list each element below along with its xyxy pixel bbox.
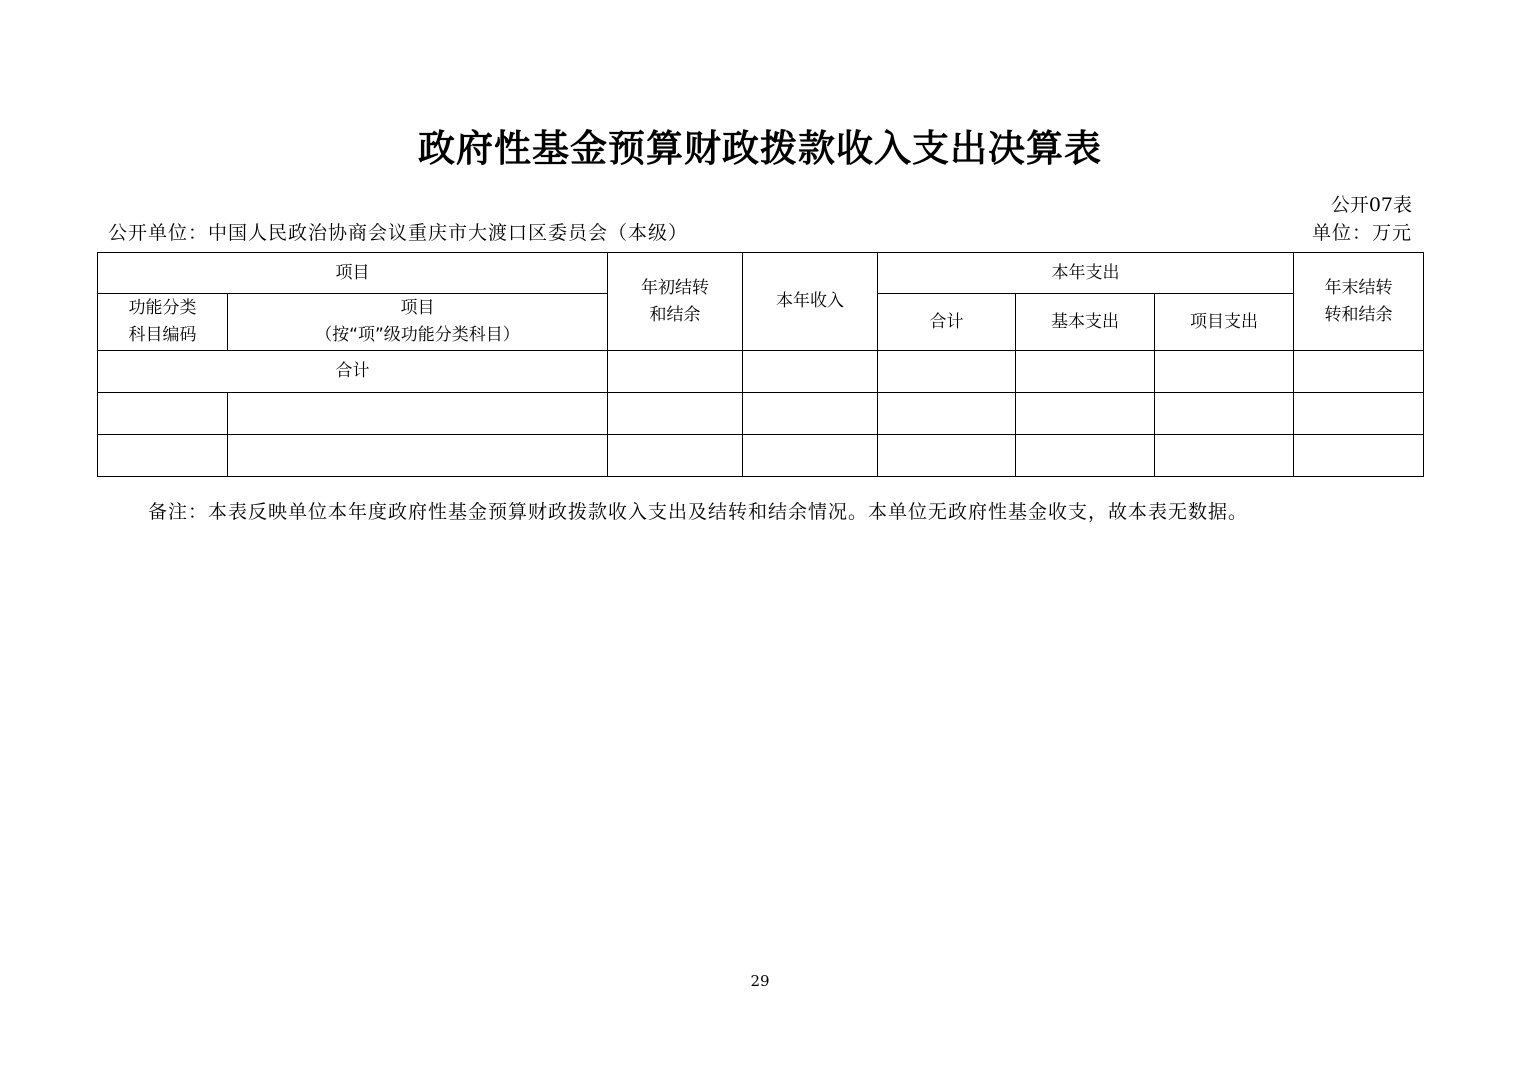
table-cell (743, 435, 878, 477)
header-closing-balance-line-1: 年末结转 (1324, 277, 1393, 298)
table-cell (98, 393, 228, 435)
header-row-1 (98, 253, 1424, 294)
page-number: 29 (750, 972, 770, 990)
table-cell (1155, 393, 1294, 435)
table-row (98, 435, 1424, 477)
header-opening-balance (608, 253, 743, 351)
header-function-code-line-2: 科目编码 (128, 325, 197, 345)
table-cell (878, 351, 1016, 393)
table-cell (228, 435, 608, 477)
table-cell (1016, 393, 1155, 435)
total-row (98, 351, 1424, 393)
header-current-income: 本年收入 (743, 253, 878, 351)
table-cell (1294, 435, 1424, 477)
table-cell (228, 393, 608, 435)
table-cell (1016, 435, 1155, 477)
form-number: 公开07表 (1330, 194, 1412, 216)
table-cell (98, 435, 228, 477)
table-cell (1294, 393, 1424, 435)
header-opening-balance-line-2: 和结余 (649, 304, 701, 325)
header-expense-project: 项目支出 (1155, 294, 1294, 351)
table-cell (743, 393, 878, 435)
budget-table (97, 252, 1424, 477)
table-cell (1016, 351, 1155, 393)
table-cell (608, 393, 743, 435)
reporting-unit: 公开单位：中国人民政治协商会议重庆市大渡口区委员会（本级） (108, 222, 689, 244)
document-title: 政府性基金预算财政拨款收入支出决算表 (418, 127, 1102, 170)
header-opening-balance-line-1: 年初结转 (641, 277, 709, 298)
table-cell (1155, 351, 1294, 393)
table-cell (878, 435, 1016, 477)
currency-unit: 单位：万元 (1311, 222, 1412, 244)
table-cell (608, 351, 743, 393)
table-row (98, 393, 1424, 435)
table-cell (1294, 351, 1424, 393)
header-project (228, 294, 608, 351)
total-row-label: 合计 (98, 351, 608, 393)
header-project-line-2: （按“项”级功能分类科目） (315, 325, 520, 345)
header-function-code-line-1: 功能分类 (128, 298, 197, 318)
header-expense-total: 合计 (878, 294, 1016, 351)
header-closing-balance (1294, 253, 1424, 351)
header-expense-basic: 基本支出 (1016, 294, 1155, 351)
header-function-code (98, 294, 228, 351)
header-project-line-1: 项目 (400, 298, 435, 318)
header-project-group: 项目 (98, 253, 608, 294)
table-cell (1155, 435, 1294, 477)
table-note: 备注：本表反映单位本年度政府性基金预算财政拨款收入支出及结转和结余情况。本单位无政府性基金收支，故本表无数据。 (148, 501, 1249, 523)
table-cell (608, 435, 743, 477)
header-closing-balance-line-2: 转和结余 (1324, 304, 1393, 325)
table-cell (878, 393, 1016, 435)
header-current-expense-group: 本年支出 (878, 253, 1294, 294)
table-cell (743, 351, 878, 393)
